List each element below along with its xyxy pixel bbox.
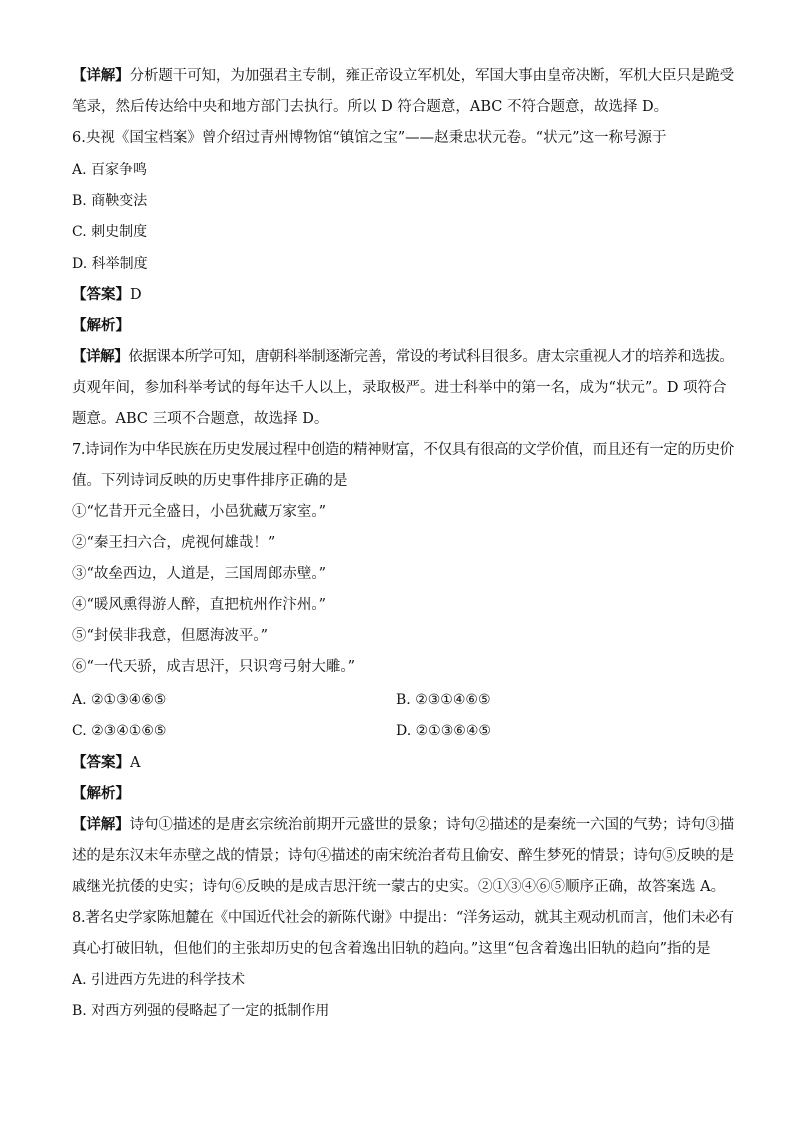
answer-tag: 【答案】 [72, 754, 130, 771]
q7-poem-3: ③“故垒西边，人道是，三国周郎赤壁。” [72, 566, 327, 582]
q8-stem-line-2: 真心打破旧轨，但他们的主张却历史的包含着逸出旧轨的趋向。”这里“包含着逸出旧轨的趋向”指的是 [72, 941, 711, 957]
q8-option-a: A. 引进西方先进的科学技术 [72, 972, 246, 988]
q7-option-b: B. ②③①④⑥⑤ [396, 692, 491, 708]
q7-analysis-tag: 【解析】 [72, 785, 130, 802]
q7-detail-line-1 [72, 815, 734, 835]
q7-answer [72, 753, 140, 773]
q5-explanation-line-1 [72, 66, 734, 86]
q7-poem-2: ②“秦王扫六合，虎视何雄哉！” [72, 535, 276, 551]
q6-detail-line-1 [72, 347, 734, 367]
q6-detail-line-3: 题意。ABC 三项不合题意，故选择 D。 [72, 411, 329, 427]
q7-poem-1: ①“忆昔开元全盛日，小邑犹藏万家室。” [72, 504, 327, 520]
q5-explanation-line-2: 笔录，然后传达给中央和地方部门去执行。所以 D 符合题意，ABC 不符合题意，故选择 D。 [72, 99, 669, 115]
q7-stem-line-1: 7.诗词作为中华民族在历史发展过程中创造的精神财富，不仅具有很高的文学价值，而且还有一定的历史价 [72, 442, 734, 458]
q6-option-b: B. 商鞅变法 [72, 193, 148, 209]
q7-poem-5: ⑤“封侯非我意，但愿海波平。” [72, 628, 269, 644]
answer-value: A [130, 755, 141, 771]
detail-text: 诗句①描述的是唐玄宗统治前期开元盛世的景象；诗句②描述的是秦统一六国的气势；诗句③描 [129, 817, 735, 833]
q7-poem-6: ⑥“一代天骄，成吉思汗，只识弯弓射大雕。” [72, 659, 356, 675]
detail-tag: 【详解】 [72, 816, 130, 833]
answer-tag: 【答案】 [72, 286, 130, 303]
detail-text: 分析题干可知，为加强君主专制，雍正帝设立军机处，军国大事由皇帝决断，军机大臣只是跪受 [129, 68, 735, 84]
detail-text: 依据课本所学可知，唐朝科举制逐渐完善，常设的考试科目很多。唐太宗重视人才的培养和选拔。 [128, 349, 734, 365]
q6-option-d: D. 科举制度 [72, 256, 148, 272]
q7-detail-line-3: 戚继光抗倭的史实；诗句⑥反映的是成吉思汗统一蒙古的史实。②①③④⑥⑤顺序正确，故答案选 A。 [72, 879, 726, 895]
q6-option-a: A. 百家争鸣 [72, 162, 148, 178]
q7-option-a: A. ②①③④⑥⑤ [72, 692, 167, 708]
q6-stem: 6.央视《国宝档案》曾介绍过青州博物馆“镇馆之宝”——赵秉忠状元卷。“状元”这一称号源于 [72, 130, 667, 146]
q7-stem-line-2: 值。下列诗词反映的历史事件排序正确的是 [72, 473, 348, 489]
q7-option-c: C. ②③④①⑥⑤ [72, 723, 167, 739]
answer-value: D [130, 287, 142, 303]
q6-answer [72, 285, 142, 305]
q8-option-b: B. 对西方列强的侵略起了一定的抵制作用 [72, 1003, 330, 1019]
q7-option-d: D. ②①③⑥④⑤ [396, 723, 491, 739]
q7-poem-4: ④“暖风熏得游人醉，直把杭州作汴州。” [72, 597, 327, 613]
detail-tag: 【详解】 [72, 67, 130, 84]
q6-analysis-tag: 【解析】 [72, 317, 130, 334]
detail-tag: 【详解】 [72, 348, 129, 365]
q8-stem-line-1: 8.著名史学家陈旭麓在《中国近代社会的新陈代谢》中提出：“洋务运动，就其主观动机而言，他们未必有 [72, 910, 734, 926]
q6-option-c: C. 刺史制度 [72, 224, 148, 240]
q7-detail-line-2: 述的是东汉末年赤壁之战的情景；诗句④描述的南宋统治者苟且偷安、醉生梦死的情景；诗句⑤反映的是 [72, 848, 734, 864]
q6-detail-line-2: 贞观年间，参加科举考试的每年达千人以上，录取极严。进士科举中的第一名，成为“状元”。D 项符合 [72, 380, 727, 396]
